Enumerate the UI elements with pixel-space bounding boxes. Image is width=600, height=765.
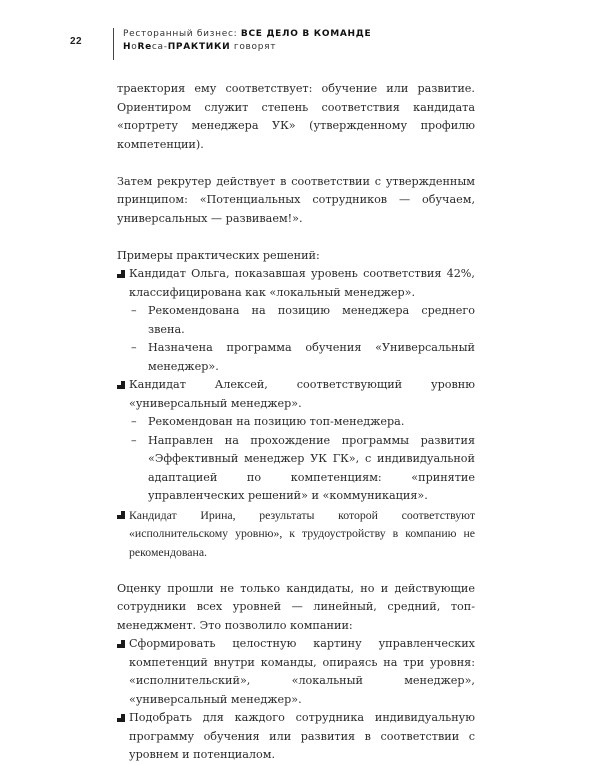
series-o: o bbox=[131, 42, 138, 52]
dash-mark: – bbox=[131, 415, 137, 428]
series-ca: ca- bbox=[151, 42, 168, 52]
examples-list bbox=[117, 265, 475, 561]
square-bullet-icon bbox=[117, 714, 125, 722]
square-bullet-icon bbox=[117, 640, 125, 648]
outcome-individual-program bbox=[117, 709, 475, 765]
series-re: Re bbox=[137, 42, 152, 52]
header-divider bbox=[113, 28, 114, 60]
list-item: – Рекомендован на позицию топ-менеджера. bbox=[129, 413, 475, 432]
book-title-prefix: Ресторанный бизнес: bbox=[123, 29, 241, 39]
series-suffix: говорят bbox=[230, 42, 277, 52]
dash-mark: – bbox=[131, 341, 137, 354]
book-title-line bbox=[123, 28, 371, 41]
dash-mark: – bbox=[131, 304, 137, 317]
example-olga bbox=[117, 265, 475, 302]
example-aleksey bbox=[117, 376, 475, 413]
paragraph-trajectory: траектория ему соответствует: обучение или развитие. Ориентиром служит степень соответствия кандидата «портрету менеджера УК» (утвержденному профилю компетенции). bbox=[117, 82, 475, 151]
example-aleksey-sublist bbox=[117, 413, 475, 506]
running-title bbox=[123, 28, 371, 54]
example-text: Кандидат Алексей, соответствующий уровню «универсальный менеджер». bbox=[129, 378, 475, 410]
series-h: H bbox=[123, 42, 132, 52]
paragraph-principle: Затем рекрутер действует в соответствии с утвержденным принципом: «Потенциальных сотрудников — обучаем, универсальных — развиваем!». bbox=[117, 174, 475, 225]
list-item: – Рекомендована на позицию менеджера среднего звена. bbox=[131, 304, 475, 336]
square-bullet-icon bbox=[117, 381, 125, 389]
example-olga-sublist bbox=[117, 302, 475, 376]
outcome-text: Сформировать целостную картину управленческих компетенций внутри команды, опираясь на три уровня: «исполнительский», «локальный менеджер», «универсальный менеджер». bbox=[129, 637, 475, 706]
series-bold: ПРАКТИКИ bbox=[167, 42, 231, 52]
outcome-competency-picture bbox=[117, 635, 475, 709]
dash-mark: – bbox=[131, 433, 137, 447]
page-body bbox=[117, 80, 475, 765]
list-item: – Назначена программа обучения «Универсальный менеджер». bbox=[131, 341, 475, 373]
series-title-line bbox=[123, 41, 371, 54]
outcomes-list bbox=[117, 635, 475, 765]
example-irina bbox=[117, 506, 475, 562]
square-bullet-icon bbox=[117, 270, 125, 278]
page-number: 22 bbox=[70, 36, 83, 47]
paragraph-assessment: Оценку прошли не только кандидаты, но и действующие сотрудники всех уровней — линейный, средний, топ-менеджмент. Это позволило компании: bbox=[117, 581, 475, 632]
examples-heading: Примеры практических решений: bbox=[117, 248, 320, 262]
book-title-bold: ВСЕ ДЕЛО В КОМАНДЕ bbox=[240, 29, 372, 39]
example-text: Кандидат Ирина, результаты которой соответствуют «исполнительскому уровню», к трудоустройству в компанию не рекомендована. bbox=[129, 507, 475, 559]
list-item: – Направлен на прохождение программы развития «Эффективный менеджер УК ГК», с индивидуальной адаптацией по компетенциям: «принятие управленческих решений» и «коммуникация». bbox=[131, 433, 475, 502]
square-bullet-icon bbox=[117, 511, 125, 519]
running-header bbox=[0, 28, 600, 62]
outcome-text: Подобрать для каждого сотрудника индивидуальную программу обучения или развития в соответствии с уровнем и потенциалом. bbox=[129, 711, 475, 761]
example-text: Кандидат Ольга, показавшая уровень соответствия 42%, классифицирована как «локальный менеджер». bbox=[129, 267, 475, 299]
